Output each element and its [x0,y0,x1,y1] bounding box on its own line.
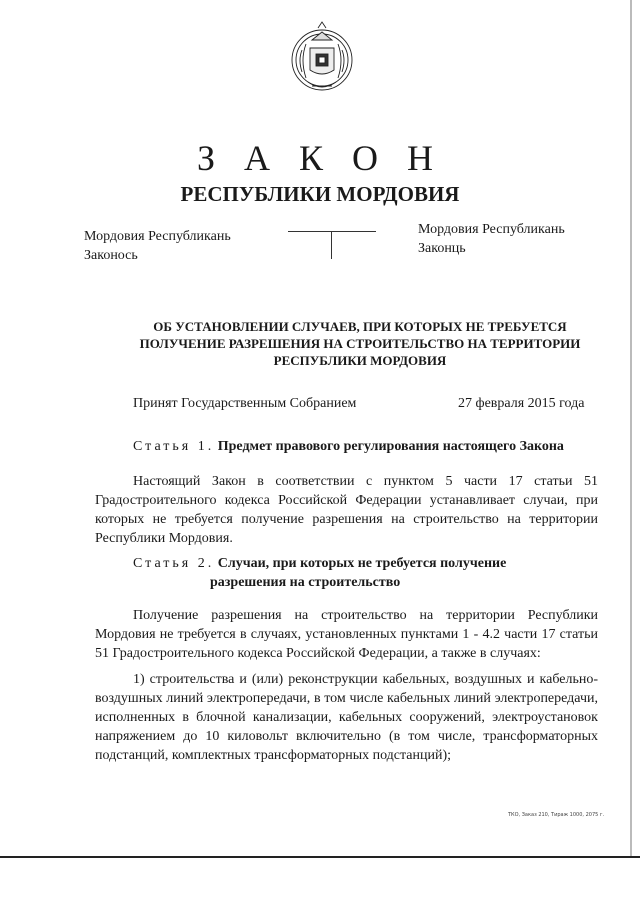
page-bottom-edge [0,856,640,858]
mordovian-caption-left-line2: Законось [84,248,138,263]
article-2-title-line2: разрешения на строительство [210,575,401,590]
article-2-body [95,606,598,663]
document-heading [110,318,610,369]
mordovian-caption-left-line1: Мордовия Республикань [84,229,231,244]
article-2-label: Статья 2. [133,556,215,571]
header-divider-vertical [331,231,332,259]
article-1-body-text: Настоящий Закон в соответствии с пунктом 5 части 17 статьи 51 Градостроительного кодекса Российской Федерации устанавливает случаи, при которых не требуется получение разрешения на строительство на территории Республики Мордовия. [95,474,598,546]
article-1-title: Предмет правового регулирования настоящего Закона [217,439,564,454]
article-1-body [95,472,598,548]
document-heading-line2: ПОЛУЧЕНИЕ РАЗРЕШЕНИЯ НА СТРОИТЕЛЬСТВО НА ТЕРРИТОРИИ [139,336,581,351]
coat-of-arms-icon [288,20,356,100]
mordovian-caption-right [418,220,565,258]
adoption-date: 27 февраля 2015 года [458,396,585,411]
article-1-heading [133,437,564,456]
page-right-edge [630,0,632,858]
law-subtitle: РЕСПУБЛИКИ МОРДОВИЯ [180,182,460,206]
article-2-title-line1: Случаи, при которых не требуется получение [217,556,507,571]
article-2-heading [133,554,593,592]
mordovian-caption-right-line2: Законць [418,241,466,256]
article-1-label: Статья 1. [133,439,215,454]
article-2-item-1-text: 1) строительства и (или) реконструкции кабельных, воздушных и кабельно-воздушных линий электропередачи, в том числе кабельных линий электропередачи, исполненных в блочной канализации, кабельных сооружений, электроустановок напряжением до 10 киловольт включительно (в том числе, трансформаторных подстанций, комплектных трансформаторных подстанций); [95,672,598,763]
document-heading-line3: РЕСПУБЛИКИ МОРДОВИЯ [273,353,447,368]
article-2-item-1 [95,670,598,765]
mordovian-caption-left [84,227,231,265]
header-divider-horizontal [288,231,376,232]
article-2-body-text: Получение разрешения на строительство на территории Республики Мордовия не требуется в случаях, установленных пунктами 1 - 4.2 части 17 статьи 51 Градостроительного кодекса Российской Федерации, а также в случаях: [95,608,598,661]
document-heading-line1: ОБ УСТАНОВЛЕНИИ СЛУЧАЕВ, ПРИ КОТОРЫХ НЕ ТРЕБУЕТСЯ [153,319,567,334]
adoption-text: Принят Государственным Собранием [133,396,357,411]
print-code: ТКО, Заказ 210, Тираж 1000, 2075 г. [508,812,605,818]
law-title: З А К О Н [196,138,444,178]
mordovian-caption-right-line1: Мордовия Республикань [418,222,565,237]
